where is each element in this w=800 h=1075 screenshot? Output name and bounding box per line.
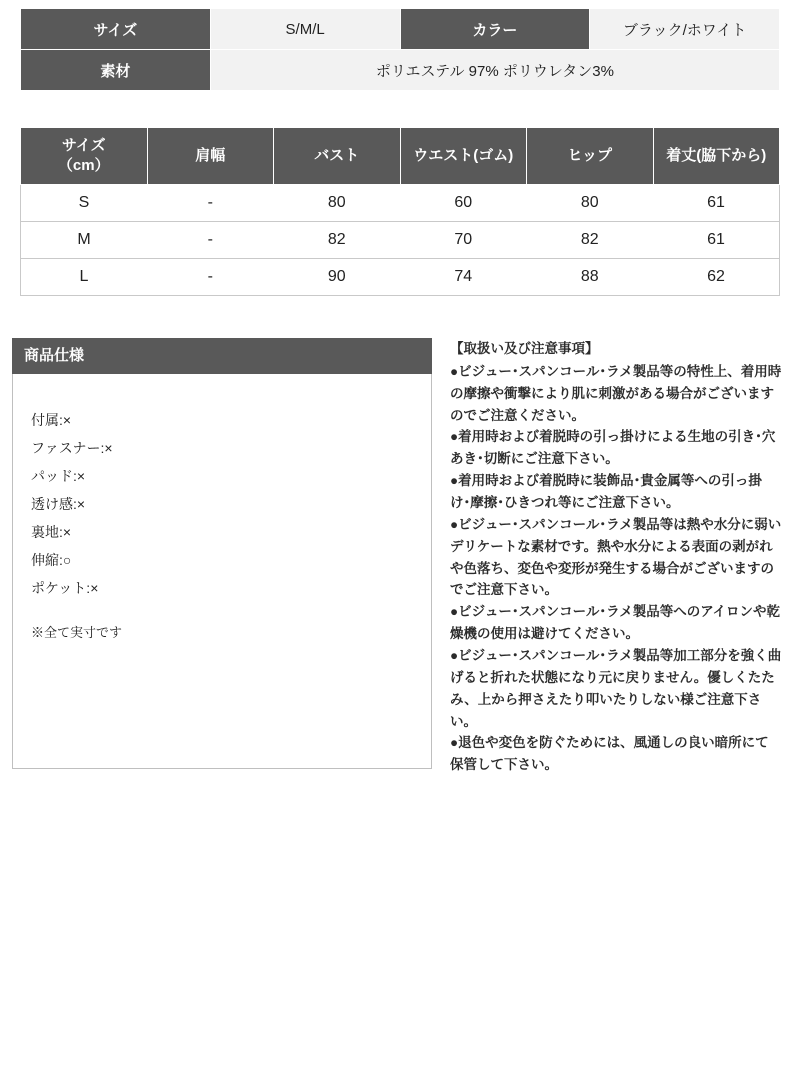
table-row — [21, 185, 780, 222]
size-cell: M — [21, 222, 148, 259]
table-row — [21, 222, 780, 259]
product-spec-summary-table — [20, 8, 780, 91]
list-item: 伸縮:○ — [31, 552, 72, 568]
size-cell: L — [21, 259, 148, 296]
size-header-hip: ヒップ — [527, 128, 654, 185]
product-spec-note: ※全て実寸です — [31, 625, 123, 640]
size-cell: 80 — [274, 185, 401, 222]
care-note-item: ●ビジュー･スパンコール･ラメ製品等は熱や水分に弱いデリケートな素材です。熱や水分による表面の剥がれや色落ち、変色や変形が発生する場合がございますのでご注意下さい。 — [450, 516, 782, 598]
size-header-line1: サイズ — [61, 136, 106, 154]
care-notes-title: 【取扱い及び注意事項】 — [450, 341, 599, 356]
list-item: 透け感:× — [31, 496, 86, 512]
spec-value-size: S/M/L — [210, 9, 400, 50]
size-cell: 80 — [527, 185, 654, 222]
care-note-item: ●着用時および着脱時に装飾品･貴金属等への引っ掛け･摩擦･ひきつれ等にご注意下さい。 — [450, 473, 762, 511]
care-note-item: ●退色や変色を防ぐためには、風通しの良い暗所にて保管して下さい。 — [450, 735, 769, 773]
size-cell: S — [21, 185, 148, 222]
size-header-waist: ウエスト(ゴム) — [400, 128, 527, 185]
size-cell: 60 — [400, 185, 527, 222]
size-cell: - — [147, 222, 274, 259]
size-cell: 88 — [527, 259, 654, 296]
spec-label-material: 素材 — [21, 50, 211, 91]
size-header-bust: バスト — [274, 128, 401, 185]
size-cell: 90 — [274, 259, 401, 296]
list-item: ファスナー:× — [31, 440, 113, 456]
size-header-size — [21, 128, 148, 185]
care-note-item: ●ビジュー･スパンコール･ラメ製品等加工部分を強く曲げると折れた状態になり元に戻りません。優しくたたみ、上から押さえたり叩いたりしない様ご注意下さい。 — [450, 648, 782, 729]
size-cell: - — [147, 185, 274, 222]
product-spec-panel — [12, 338, 432, 769]
size-cell: 74 — [400, 259, 527, 296]
spec-value-material: ポリエステル 97% ポリウレタン3% — [210, 50, 779, 91]
size-header-shoulder: 肩幅 — [147, 128, 274, 185]
list-item: ポケット:× — [31, 580, 99, 596]
table-row — [21, 259, 780, 296]
list-item: 裏地:× — [31, 524, 72, 540]
size-cell: - — [147, 259, 274, 296]
lower-section — [12, 338, 788, 776]
size-header-line2: （cm） — [57, 157, 110, 174]
list-item: 付属:× — [31, 412, 72, 428]
table-row — [21, 9, 780, 50]
product-spec-body — [12, 374, 432, 769]
spec-value-color: ブラック/ホワイト — [590, 9, 780, 50]
care-note-item: ●ビジュー･スパンコール･ラメ製品等へのアイロンや乾燥機の使用は避けてください。 — [450, 604, 780, 642]
size-cell: 70 — [400, 222, 527, 259]
size-cell: 61 — [653, 222, 780, 259]
care-note-item: ●ビジュー･スパンコール･ラメ製品等の特性上、着用時の摩擦や衝撃により肌に刺激がある場合がございますのでご注意ください。 — [450, 363, 782, 423]
care-note-item: ●着用時および着脱時の引っ掛けによる生地の引き･穴あき･切断にご注意下さい。 — [450, 429, 776, 467]
table-header-row — [21, 128, 780, 185]
size-cell: 61 — [653, 185, 780, 222]
size-cell: 82 — [527, 222, 654, 259]
product-spec-header: 商品仕様 — [12, 338, 432, 374]
size-header-length: 着丈(脇下から) — [653, 128, 780, 185]
size-measurement-table — [20, 127, 780, 296]
size-cell: 62 — [653, 259, 780, 296]
spec-label-size: サイズ — [21, 9, 211, 50]
list-item: パッド:× — [31, 468, 86, 484]
table-row — [21, 50, 780, 91]
spec-label-color: カラー — [400, 9, 590, 50]
size-cell: 82 — [274, 222, 401, 259]
care-notes-panel — [450, 338, 782, 776]
